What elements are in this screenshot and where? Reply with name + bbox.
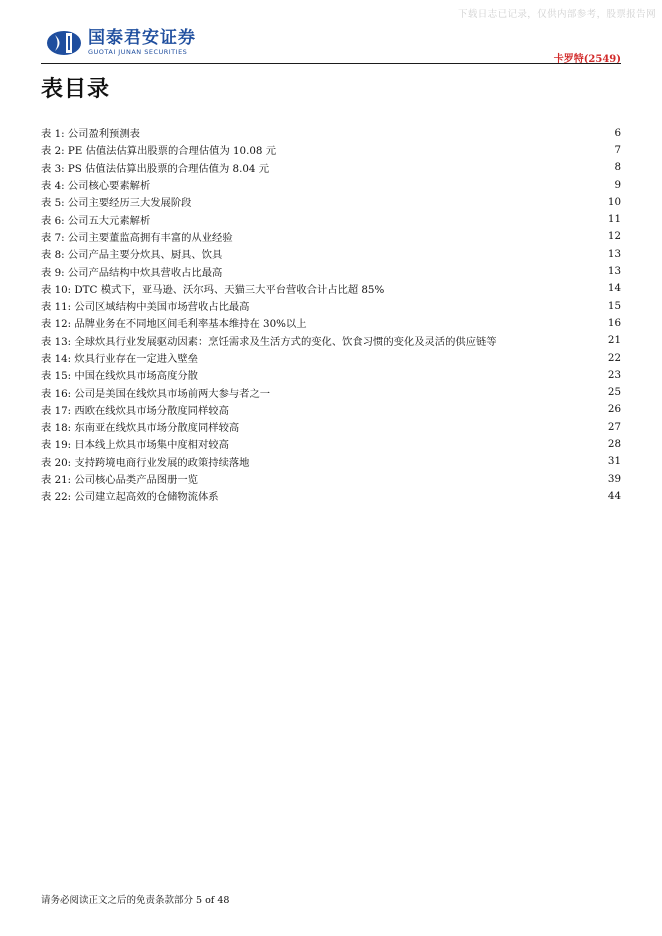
toc-entry-page: 10 <box>607 195 621 208</box>
toc-entry[interactable] <box>41 210 621 227</box>
toc-entry[interactable] <box>41 453 621 470</box>
toc-entry-label: 表 18: 东南亚在线炊具市场分散度同样较高 <box>41 422 240 435</box>
toc-entry-label: 表 16: 公司是美国在线炊具市场前两大参与者之一 <box>41 387 271 400</box>
toc-entry[interactable] <box>41 193 621 210</box>
toc-entry-label: 表 11: 公司区域结构中美国市场营收占比最高 <box>41 301 250 314</box>
toc-entry[interactable] <box>41 383 621 400</box>
toc-entry-page: 9 <box>614 178 621 191</box>
toc-entry-label: 表 17: 西欧在线炊具市场分散度同样较高 <box>41 404 229 417</box>
toc-entry-page: 8 <box>614 161 621 174</box>
toc-entry-label: 表 7: 公司主要董监高拥有丰富的从业经验 <box>41 231 233 244</box>
toc-entry-page: 26 <box>607 403 621 416</box>
company-code: 卡罗特(2549) <box>553 54 621 65</box>
toc-entry-page: 11 <box>607 213 621 226</box>
toc-entry-page: 13 <box>607 247 621 260</box>
toc-entry-page: 31 <box>607 455 621 468</box>
toc-entry-page: 39 <box>607 472 621 485</box>
toc-entry[interactable] <box>41 228 621 245</box>
toc-entry-page: 25 <box>607 386 621 399</box>
toc-entry-label: 表 5: 公司主要经历三大发展阶段 <box>41 197 192 210</box>
toc-entry[interactable] <box>41 262 621 279</box>
toc-entry-page: 14 <box>607 282 621 295</box>
toc-entry-label: 表 2: PE 估值法估算出股票的合理估值为 10.08 元 <box>41 145 277 158</box>
toc-entry-label: 表 20: 支持跨境电商行业发展的政策持续落地 <box>41 456 250 469</box>
toc-entry-label: 表 9: 公司产品结构中炊具营收占比最高 <box>41 266 223 279</box>
toc-entry[interactable] <box>41 366 621 383</box>
footer-disclaimer: 请务必阅读正文之后的免责条款部分 5 of 48 <box>41 895 230 906</box>
toc-entry-page: 27 <box>607 420 621 433</box>
toc-entry-label: 表 6: 公司五大元素解析 <box>41 214 151 227</box>
toc-entry-label: 表 1: 公司盈利预测表 <box>41 128 140 141</box>
toc-entry-label: 表 19: 日本线上炊具市场集中度相对较高 <box>41 439 229 452</box>
toc-entry-page: 6 <box>614 126 621 139</box>
toc-entry-label: 表 12: 品牌业务在不同地区间毛利率基本维持在 30%以上 <box>41 318 307 331</box>
toc-entry-label: 表 14: 炊具行业存在一定进入壁垒 <box>41 353 198 365</box>
toc-entry-label: 表 4: 公司核心要素解析 <box>41 180 151 193</box>
toc-entry[interactable] <box>41 349 621 366</box>
toc-entry[interactable] <box>41 280 621 297</box>
toc-entry-label: 表 3: PS 估值法估算出股票的合理估值为 8.04 元 <box>41 162 270 175</box>
table-of-contents <box>41 124 621 505</box>
toc-entry-page: 22 <box>607 351 621 364</box>
header-divider <box>41 63 621 64</box>
toc-entry[interactable] <box>41 487 621 504</box>
logo-icon <box>46 30 82 56</box>
toc-entry[interactable] <box>41 245 621 262</box>
page-title: 表目录 <box>41 76 111 102</box>
toc-entry[interactable] <box>41 141 621 158</box>
toc-entry[interactable] <box>41 401 621 418</box>
toc-entry-page: 21 <box>607 334 621 347</box>
toc-entry-page: 15 <box>607 299 621 312</box>
toc-entry[interactable] <box>41 314 621 331</box>
logo-english-name: GUOTAI JUNAN SECURITIES <box>88 48 188 56</box>
toc-entry-page: 44 <box>607 489 621 502</box>
toc-entry-label: 表 13: 全球炊具行业发展驱动因素：烹饪需求及生活方式的变化、饮食习惯的变化及灵活的供应链等 <box>41 335 497 348</box>
toc-entry[interactable] <box>41 124 621 141</box>
toc-entry[interactable] <box>41 176 621 193</box>
toc-entry[interactable] <box>41 297 621 314</box>
toc-entry-page: 12 <box>607 230 621 243</box>
toc-entry-label: 表 21: 公司核心品类产品图册一览 <box>41 474 198 487</box>
toc-entry[interactable] <box>41 418 621 435</box>
toc-entry-label: 表 15: 中国在线炊具市场高度分散 <box>41 370 198 383</box>
toc-entry-label: 表 8: 公司产品主要分炊具、厨具、饮具 <box>41 249 223 262</box>
toc-entry-label: 表 10: DTC 模式下，亚马逊、沃尔玛、天猫三大平台营收合计占比超 85% <box>41 283 385 296</box>
logo-chinese-name: 国泰君安证券 <box>88 28 196 48</box>
toc-entry[interactable] <box>41 435 621 452</box>
toc-entry-page: 7 <box>614 143 621 156</box>
toc-entry-page: 28 <box>607 437 621 450</box>
toc-entry-page: 16 <box>607 316 621 329</box>
company-logo <box>46 29 196 56</box>
toc-entry-page: 13 <box>607 265 621 278</box>
watermark-text: 下载日志已记录，仅供内部参考，股票报告网 <box>457 9 656 20</box>
toc-entry-page: 23 <box>607 368 621 381</box>
toc-entry[interactable] <box>41 470 621 487</box>
toc-entry[interactable] <box>41 159 621 176</box>
toc-entry[interactable] <box>41 332 621 349</box>
toc-entry-label: 表 22: 公司建立起高效的仓储物流体系 <box>41 491 219 504</box>
